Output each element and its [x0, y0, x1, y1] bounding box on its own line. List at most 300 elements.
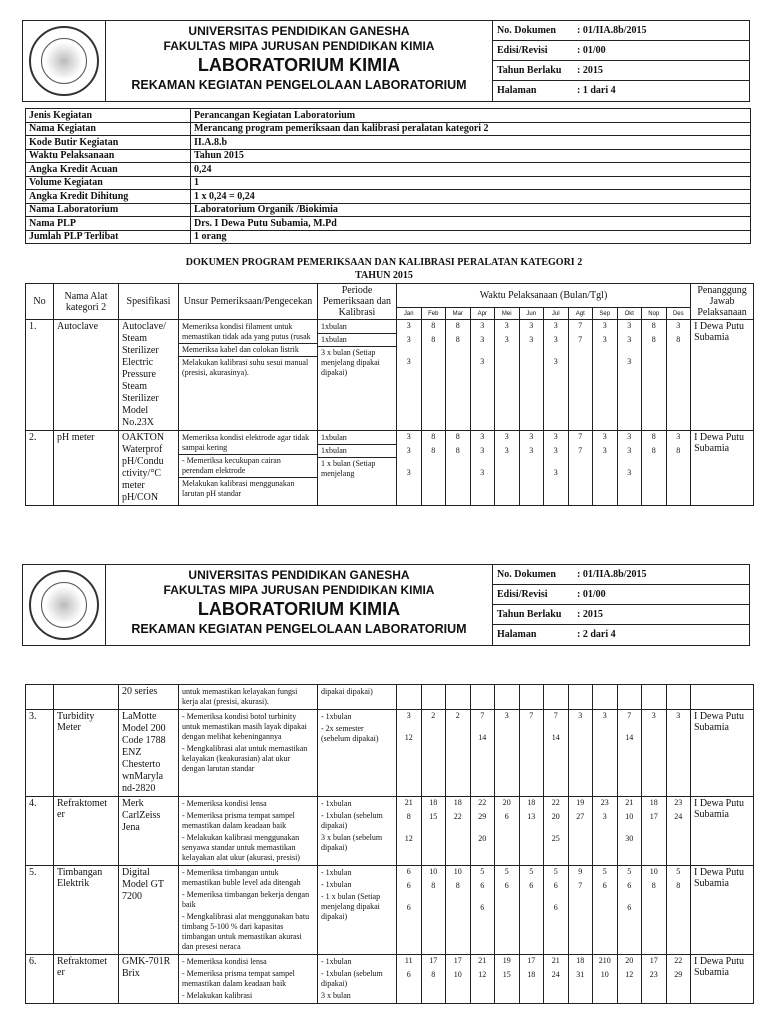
equipment-spec: OAKTON Waterprof pH/Condu ctivity/°C meter pH/CON [119, 431, 179, 506]
month-cell [519, 955, 544, 1004]
month-header: Nop [642, 308, 667, 320]
month-cell [397, 866, 422, 955]
equipment-name: Refraktomet er [54, 955, 119, 1004]
month-date: 8 [651, 432, 656, 441]
month-cell [617, 955, 642, 1004]
task-item: - Memeriksa kondisi botol turbinity untuk memastikan masih layak dipakai dengan melihat kebeningannya [182, 712, 307, 741]
month-date: 3 [627, 446, 632, 455]
seal-ring [29, 26, 99, 96]
month-date: 14 [625, 733, 634, 742]
column-header-time: Waktu Pelaksanaan (Bulan/Tgl) [397, 284, 691, 308]
header-university: UNIVERSITAS PENDIDIKAN GANESHA [188, 24, 410, 38]
equipment-name: Autoclave [54, 320, 119, 431]
calibration-table [25, 283, 754, 506]
tasks-cell [179, 431, 318, 506]
periods-cell [318, 710, 397, 797]
seal-ring [29, 570, 99, 640]
month-cell [495, 320, 520, 431]
month-date: 8 [455, 335, 460, 344]
month-date: 5 [602, 867, 607, 876]
column-header-pic: Penanggung Jawab Pelaksanaan [691, 284, 754, 320]
info-value: 1 x 0,24 = 0,24 [191, 190, 751, 204]
month-date: 12 [625, 970, 634, 979]
month-cell [544, 431, 569, 506]
month-date: 6 [529, 881, 534, 890]
period-item: 1 x bulan (Setiap menjelang [318, 457, 396, 480]
month-cell [421, 797, 446, 866]
month-date: 3 [602, 321, 607, 330]
month-cell [519, 685, 544, 710]
task-item: - Melakukan kalibrasi [182, 991, 253, 1000]
month-date: 6 [553, 881, 558, 890]
university-seal-icon [41, 38, 87, 84]
meta-value: : 1 dari 4 [577, 85, 616, 96]
task-item: Memeriksa kabel dan colokan listrik [179, 343, 317, 356]
month-cell [421, 320, 446, 431]
month-cell [666, 710, 691, 797]
month-cell [519, 866, 544, 955]
month-date: 3 [627, 335, 632, 344]
month-date: 6 [480, 881, 485, 890]
meta-value: : 01/00 [577, 45, 606, 56]
meta-label: No. Dokumen [497, 569, 556, 580]
month-date: 5 [529, 867, 534, 876]
header-university: UNIVERSITAS PENDIDIKAN GANESHA [188, 568, 410, 582]
month-date: 3 [406, 321, 411, 330]
meta-value: : 2015 [577, 609, 603, 620]
month-cell [470, 685, 495, 710]
month-date: 3 [553, 357, 558, 366]
meta-label: No. Dokumen [497, 25, 556, 36]
university-seal-icon [41, 582, 87, 628]
month-date: 24 [674, 812, 683, 821]
month-cell [568, 797, 593, 866]
document-meta [493, 565, 749, 645]
month-cell [617, 685, 642, 710]
task-item: - Mengkalibrasi alat menggunakan batu timbang 5-100 % dari kapasitas timbangan untuk memastikan akurasi dan presesi neraca [182, 912, 310, 951]
info-label: Nama PLP [26, 217, 191, 231]
row-number: 1. [26, 320, 54, 431]
meta-label: Halaman [497, 85, 537, 96]
month-date: 22 [453, 812, 462, 821]
month-cell [568, 431, 593, 506]
meta-row [493, 605, 749, 625]
info-label: Waktu Pelaksanaan [26, 149, 191, 163]
month-header: Des [666, 308, 691, 320]
info-value: 1 orang [191, 230, 751, 244]
month-cell [421, 955, 446, 1004]
period-item: - 1xbulan [321, 799, 352, 808]
month-cell [544, 797, 569, 866]
period-item: - 2x semester (sebelum dipakai) [321, 724, 379, 743]
month-date: 3 [406, 711, 411, 720]
month-cell [642, 866, 667, 955]
header-faculty: FAKULTAS MIPA JURUSAN PENDIDIKAN KIMIA [163, 39, 435, 53]
meta-row [493, 565, 749, 585]
month-date: 12 [404, 733, 413, 742]
equipment-name: Refraktomet er [54, 797, 119, 866]
month-date: 3 [553, 432, 558, 441]
header-row [26, 284, 754, 308]
month-date: 8 [431, 881, 436, 890]
month-date: 19 [502, 956, 511, 965]
period-item: 1xbulan [318, 444, 396, 457]
month-cell [593, 797, 618, 866]
period-item: - 1xbulan [321, 880, 352, 889]
month-cell [568, 866, 593, 955]
equipment-name: Turbidity Meter [54, 710, 119, 797]
month-date: 3 [676, 321, 681, 330]
month-date: 3 [602, 432, 607, 441]
month-date: 3 [406, 335, 411, 344]
meta-row [493, 41, 749, 61]
month-cell [568, 955, 593, 1004]
month-date: 8 [676, 446, 681, 455]
meta-label: Tahun Berlaku [497, 65, 562, 76]
meta-value: : 01/00 [577, 589, 606, 600]
header-record: REKAMAN KEGIATAN PENGELOLAAN LABORATORIUM [131, 78, 467, 92]
month-date: 3 [406, 432, 411, 441]
equipment-spec: 20 series [119, 685, 179, 710]
month-header: Jan [397, 308, 422, 320]
table-row [26, 431, 754, 506]
info-value: Tahun 2015 [191, 149, 751, 163]
meta-value: : 2 dari 4 [577, 629, 616, 640]
person-in-charge: I Dewa Putu Subamia [691, 431, 754, 506]
meta-row [493, 61, 749, 81]
equipment-name: Timbangan Elektrik [54, 866, 119, 955]
month-cell [544, 955, 569, 1004]
month-cell [421, 710, 446, 797]
month-cell [470, 320, 495, 431]
tasks-cell [179, 866, 318, 955]
month-cell [421, 866, 446, 955]
header-record: REKAMAN KEGIATAN PENGELOLAAN LABORATORIUM [131, 622, 467, 636]
tasks-cell [179, 955, 318, 1004]
info-label: Jumlah PLP Terlibat [26, 230, 191, 244]
month-date: 8 [651, 321, 656, 330]
month-cell [421, 685, 446, 710]
month-date: 6 [602, 881, 607, 890]
task-item: - Memeriksa prisma tempat sampel memastikan dalam keadaan baik [182, 811, 295, 830]
equipment-spec: GMK-701R Brix [119, 955, 179, 1004]
month-cell [617, 866, 642, 955]
month-cell [495, 431, 520, 506]
month-date: 18 [527, 970, 536, 979]
month-header: Agt [568, 308, 593, 320]
month-date: 3 [602, 812, 607, 821]
period-item: 1xbulan [318, 333, 396, 346]
month-cell [642, 431, 667, 506]
meta-label: Tahun Berlaku [497, 609, 562, 620]
month-date: 6 [480, 903, 485, 912]
header-faculty: FAKULTAS MIPA JURUSAN PENDIDIKAN KIMIA [163, 583, 435, 597]
month-date: 3 [553, 468, 558, 477]
university-logo [23, 21, 106, 101]
equipment-spec: Merk CarlZeiss Jena [119, 797, 179, 866]
month-header: Okt [617, 308, 642, 320]
month-cell [495, 955, 520, 1004]
month-cell [397, 797, 422, 866]
month-date: 5 [627, 867, 632, 876]
period-item: - 1xbulan [321, 712, 352, 721]
month-date: 18 [453, 798, 462, 807]
month-date: 6 [627, 903, 632, 912]
month-date: 3 [406, 446, 411, 455]
month-date: 5 [480, 867, 485, 876]
month-date: 11 [404, 956, 413, 965]
month-date: 8 [431, 970, 436, 979]
month-date: 31 [576, 970, 585, 979]
month-cell [593, 866, 618, 955]
month-date: 2 [455, 711, 460, 720]
month-cell [593, 710, 618, 797]
month-date: 3 [627, 321, 632, 330]
month-date: 20 [478, 834, 487, 843]
month-cell [666, 685, 691, 710]
month-cell [642, 797, 667, 866]
month-date: 3 [406, 468, 411, 477]
person-in-charge: I Dewa Putu Subamia [691, 710, 754, 797]
month-date: 8 [676, 335, 681, 344]
meta-label: Edisi/Revisi [497, 45, 548, 56]
table-row [26, 710, 754, 797]
month-date: 14 [478, 733, 487, 742]
document-title [0, 256, 768, 282]
meta-row [493, 81, 749, 100]
task-item: untuk memastikan kelayakan fungsi kerja alat (presisi, akurasi). [182, 687, 298, 706]
month-date: 2 [431, 711, 436, 720]
task-item: Memeriksa kondisi elektrode agar tidak sampai kering [182, 433, 310, 452]
month-header: Sep [593, 308, 618, 320]
period-item: - 1xbulan (sebelum dipakai) [321, 969, 383, 988]
info-row [26, 163, 751, 177]
info-label: Angka Kredit Dihitung [26, 190, 191, 204]
month-date: 3 [578, 711, 583, 720]
month-cell [495, 710, 520, 797]
row-number: 3. [26, 710, 54, 797]
month-date: 8 [651, 335, 656, 344]
month-date: 25 [551, 834, 560, 843]
info-label: Volume Kegiatan [26, 176, 191, 190]
month-date: 8 [431, 446, 436, 455]
month-cell [519, 431, 544, 506]
month-cell [519, 320, 544, 431]
activity-info-table [25, 108, 751, 244]
info-value: Laboratorium Organik /Biokimia [191, 203, 751, 217]
month-date: 6 [406, 970, 411, 979]
month-date: 15 [429, 812, 438, 821]
month-cell [470, 866, 495, 955]
task-item: Memeriksa kondisi filament untuk memastikan tidak ada yang putus (rusak [182, 322, 311, 341]
tasks-cell [179, 320, 318, 431]
task-item: - Mengkalibrasi alat untuk memastikan kelayakan (keakurasian) alat ukur dengan larutan standar [182, 744, 308, 773]
equipment-spec: Autoclave/ Steam Sterilizer Electric Pressure Steam Sterilizer Model No.23X [119, 320, 179, 431]
month-cell [568, 685, 593, 710]
info-row [26, 136, 751, 150]
month-cell [470, 710, 495, 797]
month-date: 3 [480, 321, 485, 330]
periods-cell [318, 685, 397, 710]
meta-value: : 2015 [577, 65, 603, 76]
tasks-cell [179, 710, 318, 797]
month-cell [568, 320, 593, 431]
month-cell [397, 431, 422, 506]
month-date: 8 [431, 335, 436, 344]
month-date: 3 [553, 335, 558, 344]
month-date: 22 [478, 798, 487, 807]
month-date: 29 [478, 812, 487, 821]
month-date: 3 [480, 357, 485, 366]
month-date: 12 [478, 970, 487, 979]
month-date: 3 [627, 468, 632, 477]
month-date: 17 [527, 956, 536, 965]
periods-cell [318, 866, 397, 955]
document-meta [493, 21, 749, 101]
month-date: 7 [578, 881, 583, 890]
column-header-name: Nama Alat kategori 2 [54, 284, 119, 320]
month-date: 6 [627, 881, 632, 890]
month-cell [470, 431, 495, 506]
month-date: 3 [504, 711, 509, 720]
month-cell [397, 320, 422, 431]
month-date: 3 [504, 335, 509, 344]
month-date: 23 [674, 798, 683, 807]
university-logo [23, 565, 106, 645]
meta-value: : 01/IIA.8b/2015 [577, 25, 647, 36]
month-cell [446, 320, 471, 431]
month-cell [642, 685, 667, 710]
month-date: 12 [404, 834, 413, 843]
month-date: 17 [453, 956, 462, 965]
task-item: Melakukan kalibrasi menggunakan larutan pH standar [179, 477, 317, 500]
table-row [26, 797, 754, 866]
month-date: 15 [502, 970, 511, 979]
month-date: 8 [455, 321, 460, 330]
month-date: 18 [429, 798, 438, 807]
month-date: 8 [455, 446, 460, 455]
month-date: 3 [529, 446, 534, 455]
month-date: 24 [551, 970, 560, 979]
info-label: Nama Kegiatan [26, 122, 191, 136]
info-row [26, 176, 751, 190]
month-cell [568, 710, 593, 797]
month-date: 22 [674, 956, 683, 965]
month-date: 3 [553, 321, 558, 330]
month-cell [617, 320, 642, 431]
info-value: Perancangan Kegiatan Laboratorium [191, 109, 751, 123]
tasks-cell [179, 685, 318, 710]
header-titles [106, 21, 493, 101]
month-date: 6 [406, 867, 411, 876]
column-header-period: Periode Pemeriksaan dan Kalibrasi [318, 284, 397, 320]
row-number: 4. [26, 797, 54, 866]
month-date: 17 [429, 956, 438, 965]
month-date: 7 [480, 711, 485, 720]
month-cell [397, 685, 422, 710]
month-date: 8 [455, 881, 460, 890]
task-item: - Memeriksa prisma tempat sampel memastikan dalam keadaan baik [182, 969, 295, 988]
month-cell [495, 797, 520, 866]
month-cell [397, 710, 422, 797]
period-item: 3 x bulan (Setiap menjelang dipakai dipakai) [318, 346, 396, 379]
month-cell [642, 710, 667, 797]
month-date: 8 [651, 446, 656, 455]
person-in-charge: I Dewa Putu Subamia [691, 955, 754, 1004]
info-row [26, 122, 751, 136]
month-date: 7 [578, 335, 583, 344]
task-item: - Memeriksa timbangan untuk memastikan buble level ada ditengah [182, 868, 301, 887]
month-date: 10 [600, 970, 609, 979]
period-item: - 1xbulan [321, 957, 352, 966]
month-date: 20 [502, 798, 511, 807]
month-cell [642, 955, 667, 1004]
meta-row [493, 585, 749, 605]
month-date: 10 [625, 812, 634, 821]
header-lab: LABORATORIUM KIMIA [197, 599, 401, 619]
month-cell [397, 955, 422, 1004]
period-item: - 1 x bulan (Setiap menjelang dipakai dipakai) [321, 892, 381, 921]
period-item: 3 x bulan [321, 991, 351, 1000]
info-value: Merancang program pemeriksaan dan kalibrasi peralatan kategori 2 [191, 122, 751, 136]
info-label: Angka Kredit Acuan [26, 163, 191, 177]
equipment-name [54, 685, 119, 710]
month-header: Mar [446, 308, 471, 320]
month-cell [446, 797, 471, 866]
month-cell [593, 955, 618, 1004]
month-cell [446, 685, 471, 710]
month-date: 210 [598, 956, 611, 965]
month-header: Apr [470, 308, 495, 320]
column-header-task: Unsur Pemeriksaan/Pengecekan [179, 284, 318, 320]
month-date: 3 [529, 335, 534, 344]
info-row [26, 190, 751, 204]
month-cell [666, 320, 691, 431]
month-date: 14 [551, 733, 560, 742]
month-cell [495, 685, 520, 710]
month-date: 6 [553, 903, 558, 912]
info-row [26, 217, 751, 231]
month-cell [446, 431, 471, 506]
info-row [26, 203, 751, 217]
month-date: 17 [649, 956, 658, 965]
meta-row [493, 21, 749, 41]
info-label: Nama Laboratorium [26, 203, 191, 217]
month-date: 6 [504, 812, 509, 821]
month-header: Jul [544, 308, 569, 320]
month-date: 7 [553, 711, 558, 720]
period-item: - 1xbulan [321, 868, 352, 877]
month-cell [544, 685, 569, 710]
month-cell [470, 955, 495, 1004]
month-date: 3 [504, 432, 509, 441]
month-date: 3 [529, 432, 534, 441]
month-date: 22 [551, 798, 560, 807]
table-row [26, 320, 754, 431]
calibration-table [25, 684, 754, 1004]
task-item: - Memeriksa kondisi lensa [182, 799, 267, 808]
task-item: - Memeriksa kondisi lensa [182, 957, 267, 966]
month-cell [617, 797, 642, 866]
month-date: 6 [504, 881, 509, 890]
period-item: dipakai dipakai) [321, 687, 373, 696]
month-date: 3 [676, 711, 681, 720]
month-date: 3 [602, 711, 607, 720]
page-2 [0, 548, 768, 1024]
month-date: 3 [480, 446, 485, 455]
month-date: 6 [406, 881, 411, 890]
month-date: 10 [453, 970, 462, 979]
